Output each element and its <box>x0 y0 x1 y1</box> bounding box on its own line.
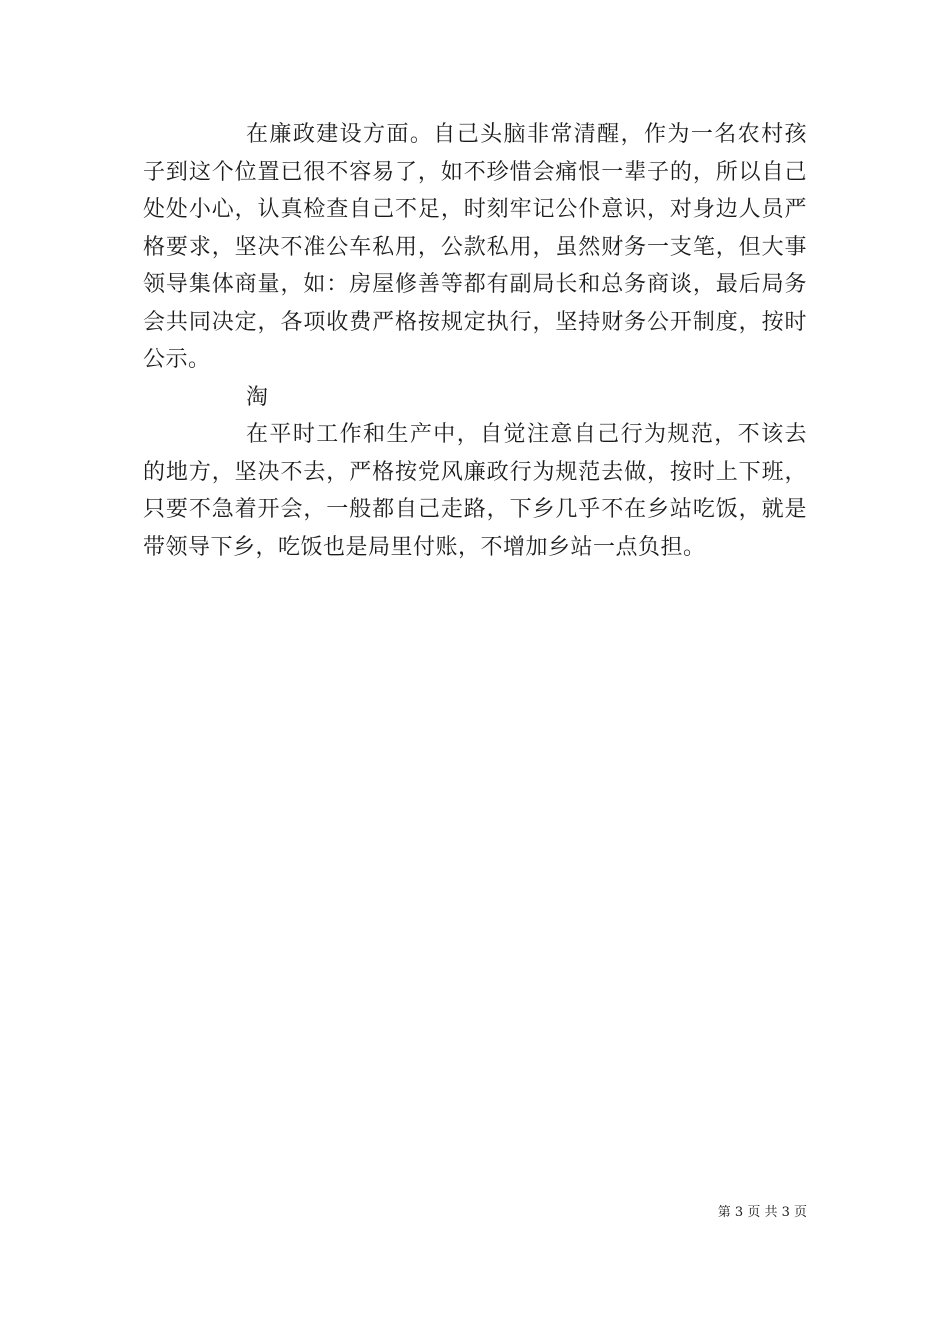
paragraph-integrity: 在廉政建设方面。自己头脑非常清醒，作为一名农村孩子到这个位置已很不容易了，如不珍惜会痛恨一辈子的，所以自己处处小心，认真检查自己不足，时刻牢记公仆意识，对身边人员严格要求，坚决不准公车私用，公款私用，虽然财务一支笔，但大事领导集体商量，如：房屋修善等都有副局长和总务商谈，最后局务会共同决定，各项收费严格按规定执行，坚持财务公开制度，按时公示。 <box>143 122 807 372</box>
document-body <box>143 116 807 566</box>
page-number: 第 3 页 共 3 页 <box>717 1205 807 1220</box>
paragraph-fragment: 淘 <box>246 384 269 410</box>
paragraph-conduct: 在平时工作和生产中，自觉注意自己行为规范，不该去的地方，坚决不去，严格按党风廉政行为规范去做，按时上下班，只要不急着开会，一般都自己走路，下乡几乎不在乡站吃饭，就是带领导下乡，吃饭也是局里付账，不增加乡站一点负担。 <box>143 422 807 560</box>
